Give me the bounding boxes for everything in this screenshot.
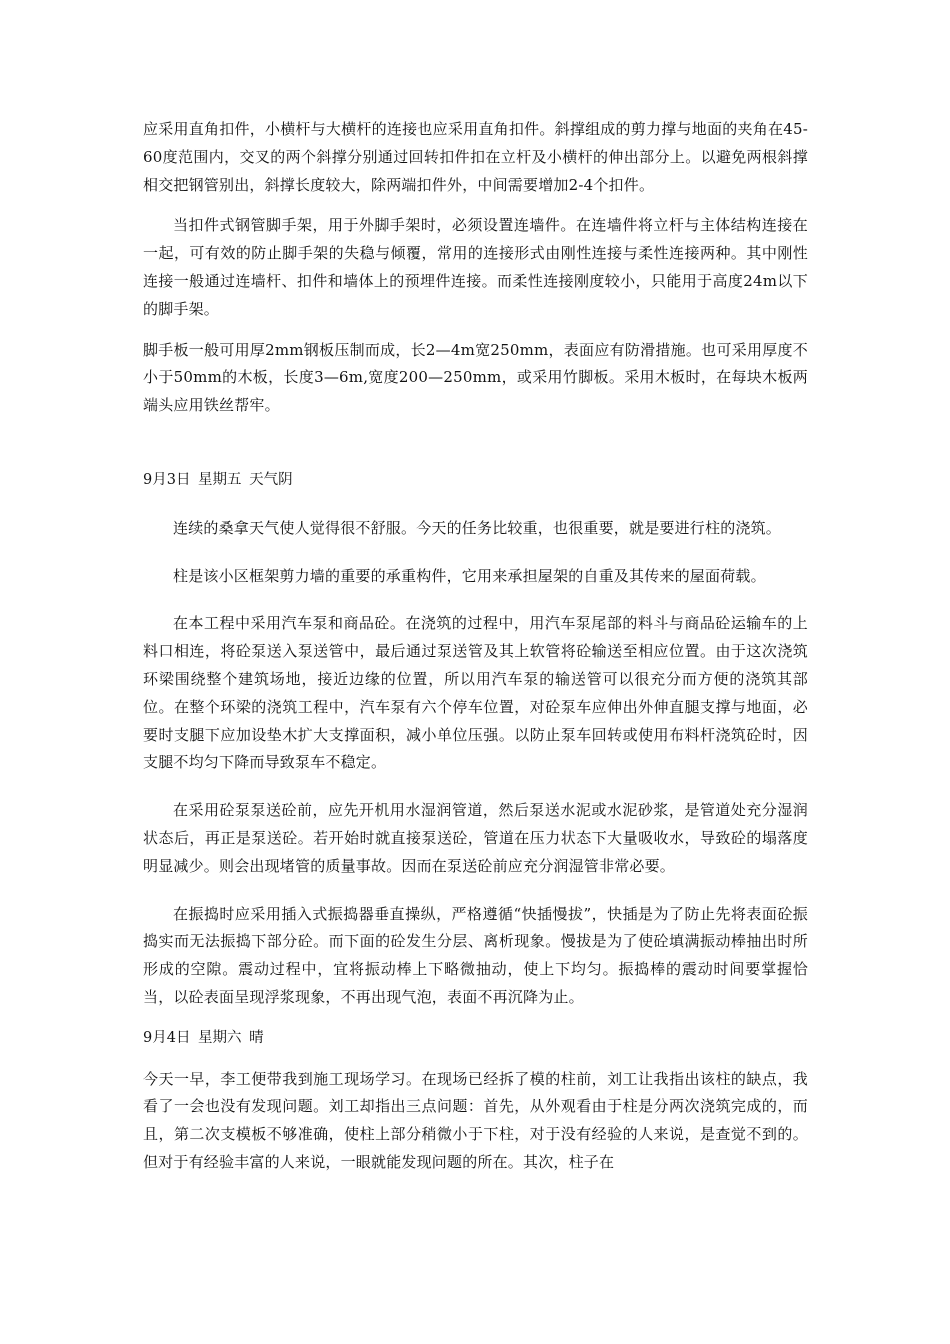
document-page bbox=[143, 116, 808, 1177]
paragraph-site-inspection: 今天一早，李工便带我到施工现场学习。在现场已经拆了模的柱前，刘工让我指出该柱的缺点，我看了一会也没有发现问题。刘工却指出三点问题：首先，从外观看由于柱是分两次浇筑完成的，而且，第二次支模板不够准确，使柱上部分稍微小于下柱，对于没有经验的人来说，是查觉不到的。但对于有经验丰富的人来说，一眼就能发现问题的所在。其次，柱子在 bbox=[143, 1069, 808, 1171]
paragraph-gap bbox=[143, 590, 808, 610]
section-gap bbox=[143, 420, 808, 467]
paragraph-gap bbox=[143, 324, 808, 337]
paragraph-gap bbox=[143, 543, 808, 563]
paragraph-wall-ties: 当扣件式钢管脚手架，用于外脚手架时，必须设置连墙件。在连墙件将立杆与主体结构连接在一起，可有效的防止脚手架的失稳与倾覆，常用的连接形式由刚性连接与柔性连接两种。其中刚性连接一般通过连墙杆、扣件和墙体上的预埋件连接。而柔性连接刚度较小，只能用于高度24m以下的脚手架。 bbox=[143, 216, 808, 318]
paragraph-pump-truck: 在本工程中采用汽车泵和商品砼。在浇筑的过程中，用汽车泵尾部的料斗与商品砼运输车的上料口相连，将砼泵送入泵送管中，最后通过泵送管及其上软管将砼输送至相应位置。由于这次浇筑环梁围绕整个建筑场地，接近边缘的位置，所以用汽车泵的输送管可以很充分而方便的浇筑其部位。在整个环梁的浇筑工程中，汽车泵有六个停车位置，对砼泵车应伸出外伸直腿支撑与地面，必要时支腿下应加设垫木扩大支撑面积，减小单位压强。以防止泵车回转或使用布料杆浇筑砼时，因支腿不均匀下降而导致泵车不稳定。 bbox=[143, 614, 808, 772]
paragraph-pipe-wetting: 在采用砼泵泵送砼前，应先开机用水湿润管道，然后泵送水泥或水泥砂浆，是管道处充分湿润状态后，再正是泵送砼。若开始时就直接泵送砼，管道在压力状态下大量吸收水，导致砼的塌落度明显减少。则会出现堵管的质量事故。因而在泵送砼前应充分润湿管非常必要。 bbox=[143, 801, 808, 875]
paragraph-gap bbox=[143, 777, 808, 797]
paragraph-vibration: 在振捣时应采用插入式振捣器垂直操纵，严格遵循“快插慢拔”，快插是为了防止先将表面砼振捣实而无法振捣下部分砼。而下面的砼发生分层、离析现象。慢拔是为了使砼填满振动棒抽出时所形成的空隙。震动过程中，宜将振动棒上下略微抽动，使上下均匀。振捣棒的震动时间要掌握恰当，以砼表面呈现浮浆现象，不再出现气泡，表面不再沉降为止。 bbox=[143, 904, 808, 1006]
paragraph-gap bbox=[143, 1053, 808, 1066]
paragraph-weather-task: 连续的桑拿天气使人觉得很不舒服。今天的任务比较重，也很重要，就是要进行柱的浇筑。 bbox=[173, 518, 782, 537]
paragraph-column-role: 柱是该小区框架剪力墙的重要的承重构件，它用来承担屋架的自重及其传来的屋面荷载。 bbox=[173, 566, 766, 585]
paragraph-gap bbox=[143, 199, 808, 212]
paragraph-gap bbox=[143, 495, 808, 515]
paragraph-gap bbox=[143, 1012, 808, 1025]
paragraph-gap bbox=[143, 881, 808, 901]
diary-date-heading-sep4: 9月4日 星期六 晴 bbox=[143, 1029, 264, 1046]
paragraph-scaffold-fasteners: 应采用直角扣件，小横杆与大横杆的连接也应采用直角扣件。斜撑组成的剪力撑与地面的夹角在45-60度范围内，交叉的两个斜撑分别通过回转扣件扣在立杆及小横杆的伸出部分上。以避免两根斜撑相交把钢管别出，斜撑长度较大，除两端扣件外，中间需要增加2-4个扣件。 bbox=[143, 120, 808, 194]
diary-date-heading-sep3: 9月3日 星期五 天气阴 bbox=[143, 471, 293, 488]
paragraph-scaffold-boards: 脚手板一般可用厚2mm钢板压制而成，长2—4m宽250mm，表面应有防滑措施。也可采用厚度不小于50mm的木板，长度3—6m,宽度200—250mm，或采用竹脚板。采用木板时，在每块木板两端头应用铁丝帮牢。 bbox=[143, 340, 808, 415]
